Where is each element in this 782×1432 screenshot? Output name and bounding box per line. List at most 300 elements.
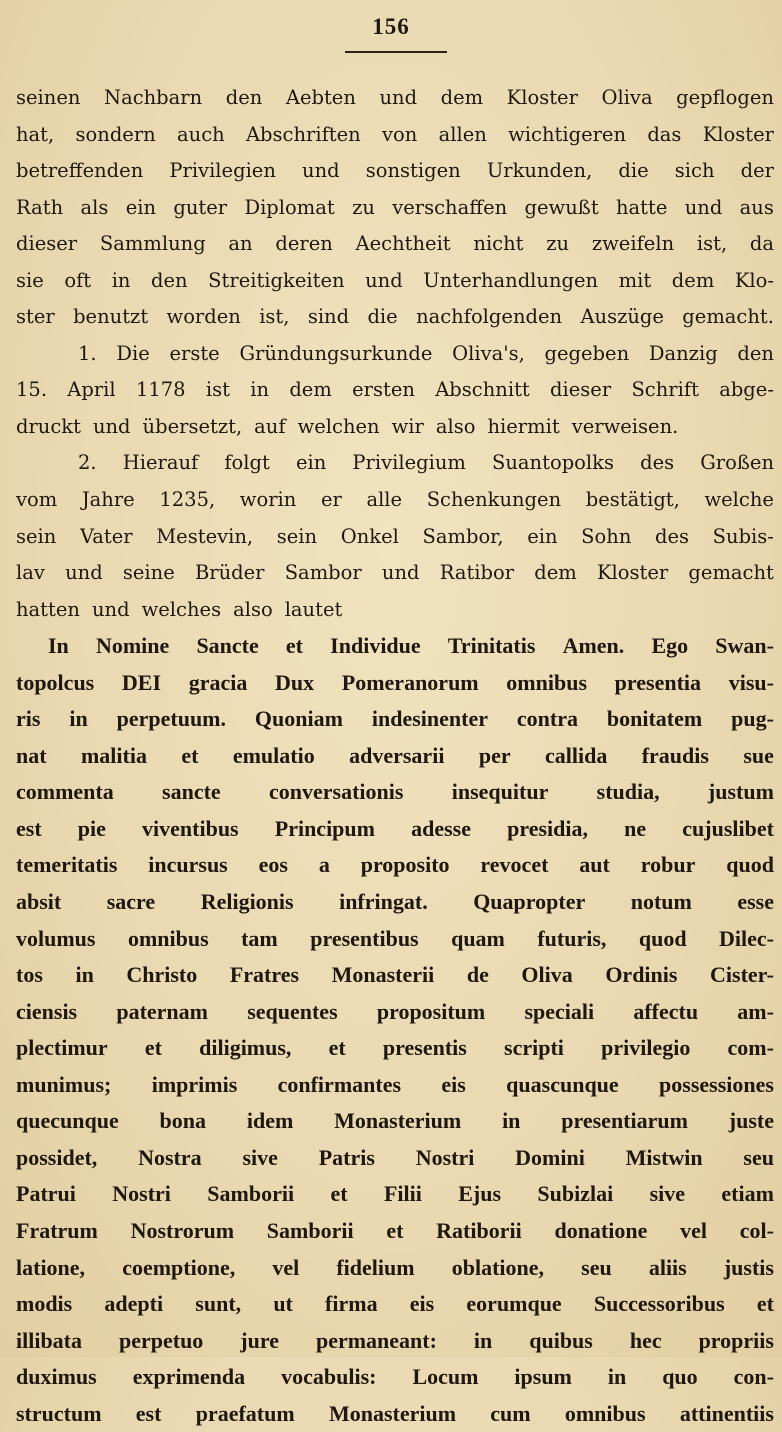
word: der [740, 159, 774, 183]
word: eis [409, 1291, 435, 1317]
word: topolcus [16, 669, 95, 695]
word: allen [438, 122, 487, 146]
word: malitia [80, 742, 147, 768]
word: aut [579, 852, 610, 878]
word: conversationis [269, 779, 404, 805]
word: Ratiborii [436, 1217, 522, 1243]
word: Mistwin [625, 1144, 703, 1170]
word: infringat. [339, 889, 428, 915]
word: presentis [382, 1035, 467, 1061]
word: sonstigen [365, 159, 461, 183]
text-line [16, 811, 774, 848]
word: sein [276, 524, 318, 548]
word: possidet, [16, 1144, 98, 1170]
word: seu [743, 1144, 774, 1170]
word: adesse [411, 815, 471, 841]
word: sive [242, 1144, 278, 1170]
word: zu [352, 195, 375, 219]
word: Nachbarn [104, 86, 203, 109]
word: Abschnitt [435, 378, 530, 402]
word: exprimenda [132, 1364, 246, 1390]
text-line [16, 153, 774, 190]
word: Sambor [284, 561, 362, 585]
word: wir [391, 414, 424, 438]
word: welche [704, 488, 774, 512]
word: als [80, 195, 109, 219]
word: bonitatem [606, 706, 703, 732]
word: quod [638, 925, 687, 951]
word: et [386, 1217, 404, 1243]
word: est [135, 1400, 162, 1426]
word: Locum [412, 1364, 479, 1390]
word: abge- [719, 378, 774, 402]
word: et [285, 633, 304, 659]
word: Dux [275, 669, 315, 695]
word: oblatione, [451, 1254, 545, 1280]
word: propositum [376, 998, 486, 1024]
text-line [16, 1140, 774, 1177]
word: vel [272, 1254, 300, 1280]
word: Swan- [715, 633, 774, 659]
word: verschaffen [392, 195, 508, 219]
word: possessiones [659, 1071, 774, 1097]
word: Nostri [415, 1144, 475, 1170]
word: gemacht. [682, 305, 774, 329]
word: Hierauf [122, 451, 199, 475]
word: bestätigt, [585, 488, 680, 512]
word: Subizlai [537, 1181, 614, 1207]
word: seinen [16, 86, 81, 109]
word: verweisen. [571, 414, 679, 438]
word: guter [173, 195, 228, 219]
word: Unterhandlungen [423, 268, 599, 292]
word: sequentes [247, 998, 338, 1024]
word: Quapropter [473, 889, 586, 915]
word: Aechtheit [355, 232, 451, 256]
word: aliis [648, 1254, 687, 1280]
word: Christo [126, 962, 198, 988]
word: studia, [596, 779, 660, 805]
word: erste [169, 341, 220, 365]
word: Oliva's, [452, 341, 525, 365]
word: presentiarum [561, 1108, 688, 1134]
word: structum [16, 1400, 102, 1426]
word: April [67, 378, 116, 402]
word: propriis [698, 1327, 774, 1353]
word: Vater [79, 524, 133, 548]
word: Principum [274, 815, 375, 841]
word: vocabulis: [281, 1364, 377, 1390]
word: Fratres [229, 962, 300, 988]
word: ciensis [16, 998, 78, 1024]
word: dem [440, 86, 484, 109]
word: diligimus, [199, 1035, 292, 1061]
word: pie [77, 815, 106, 841]
text-line [16, 117, 774, 154]
word: Oliva [601, 86, 653, 109]
word: commenta [16, 779, 114, 805]
word: Patris [318, 1144, 375, 1170]
word: in [473, 1327, 493, 1353]
word: Quoniam [254, 706, 343, 732]
word: coemptione, [122, 1254, 236, 1280]
word: revocet [480, 852, 549, 878]
text-line [16, 738, 774, 775]
word: ein [125, 195, 157, 219]
word: Brüder [194, 561, 265, 585]
word: Sambor, [422, 524, 504, 548]
word: cum [490, 1400, 531, 1426]
word: Domini [515, 1144, 585, 1170]
word: Trinitatis [447, 633, 536, 659]
word: auch [177, 122, 225, 146]
word: Suantopolks [492, 451, 614, 475]
word: et [181, 742, 199, 768]
word: justum [707, 779, 774, 805]
word: nachfolgenden [416, 305, 563, 329]
word: ein [295, 451, 327, 475]
word: die [367, 305, 398, 329]
word: sich [674, 159, 715, 183]
word: permaneant: [315, 1327, 437, 1353]
word: welchen [297, 414, 380, 438]
word: gegeben [544, 341, 630, 365]
word: bona [159, 1108, 207, 1134]
word: gemacht [688, 561, 774, 585]
word: quo [662, 1364, 698, 1390]
text-line [16, 1286, 774, 1323]
word: Ratibor [439, 561, 515, 585]
word: hatte [615, 195, 668, 219]
text-line [16, 1396, 774, 1432]
word: dem [289, 378, 332, 402]
word: duximus [16, 1364, 97, 1390]
word: volumus [16, 925, 96, 951]
word: absit [16, 889, 62, 915]
word: adepti [104, 1291, 164, 1317]
word: Privilegien [169, 159, 276, 183]
word: die [618, 159, 649, 183]
word: und [365, 268, 403, 292]
word: juste [728, 1108, 774, 1134]
word: Großen [700, 451, 774, 475]
text-line [16, 1213, 774, 1250]
text-line [16, 1250, 774, 1287]
word: attinentiis [679, 1400, 774, 1426]
word: sondern [75, 122, 156, 146]
word: temeritatis [16, 852, 118, 878]
word: Patrui [16, 1181, 76, 1207]
word: con- [733, 1364, 774, 1390]
word: insequitur [451, 779, 549, 805]
word: sie [16, 268, 44, 292]
word: benutzt [73, 305, 149, 329]
word: er [320, 488, 342, 512]
word: col- [739, 1217, 774, 1243]
word: in [250, 378, 270, 402]
word: seu [581, 1254, 612, 1280]
word: und [381, 561, 420, 585]
text-line [16, 336, 774, 373]
word: folgt [224, 451, 270, 475]
word: an [228, 232, 253, 256]
text-line [16, 592, 774, 629]
word: Fratrum [16, 1217, 98, 1243]
word: welches [141, 597, 222, 621]
word: und [91, 597, 130, 621]
word: In [48, 633, 69, 659]
word: übersetzt, [142, 414, 243, 438]
word: quibus [529, 1327, 593, 1353]
word: gewußt [524, 195, 599, 219]
word: Ejus [458, 1181, 501, 1207]
word: Religionis [200, 889, 294, 915]
word: et [330, 1181, 348, 1207]
word: de [466, 962, 489, 988]
word: Jahre [81, 488, 135, 512]
word: Sancte [196, 633, 259, 659]
word: sunt, [195, 1291, 242, 1317]
word: omnibus [564, 1400, 646, 1426]
word: contra [516, 706, 578, 732]
word: Streitigkeiten [208, 268, 345, 292]
word: perpetuum. [116, 706, 227, 732]
word: visu- [728, 669, 774, 695]
word: scripti [504, 1035, 564, 1061]
word: Dilec- [719, 925, 774, 951]
word: futuris, [537, 925, 607, 951]
word: zweifeln [591, 232, 675, 256]
text-line [16, 884, 774, 921]
text-line [16, 774, 774, 811]
word: mit [618, 268, 652, 292]
word: jure [240, 1327, 279, 1353]
word: des [640, 451, 675, 475]
word: Privilegium [352, 451, 466, 475]
word: eorumque [466, 1291, 562, 1317]
word: pug- [731, 706, 774, 732]
word: Ordinis [605, 962, 678, 988]
word: lav [16, 561, 45, 585]
text-line [16, 628, 774, 665]
text-line [16, 190, 774, 227]
word: a [318, 852, 330, 878]
word: nicht [473, 232, 524, 256]
text-line [16, 482, 774, 519]
word: oft [64, 268, 92, 292]
word: fidelium [336, 1254, 415, 1280]
word: ipsum [514, 1364, 572, 1390]
word: zu [546, 232, 570, 256]
word: aus [739, 195, 774, 219]
word: paternam [116, 998, 208, 1024]
word: Monasterium [328, 1400, 457, 1426]
word: seine [122, 561, 175, 585]
word: praefatum [195, 1400, 295, 1426]
word: Gründungsurkunde [239, 341, 433, 365]
word: callida [544, 742, 608, 768]
page-number: 156 [372, 14, 410, 39]
word: ersten [352, 378, 415, 402]
word: viventibus [142, 815, 239, 841]
word: 1. [78, 341, 97, 365]
word: presentibus [310, 925, 419, 951]
word: in [69, 706, 88, 732]
word: sancte [162, 779, 221, 805]
word: gracia [188, 669, 248, 695]
word: sein [16, 524, 57, 548]
word: est [16, 815, 42, 841]
word: Mestevin, [156, 524, 254, 548]
word: wichtigeren [508, 122, 627, 146]
word: in [75, 962, 94, 988]
word: omnibus [506, 669, 588, 695]
word: Urkunden, [486, 159, 593, 183]
text-line [16, 957, 774, 994]
text-line [16, 1030, 774, 1067]
word: druckt [16, 414, 81, 438]
word: sacre [106, 889, 156, 915]
word: gepflogen [676, 86, 774, 109]
word: firma [325, 1291, 378, 1317]
text-line [16, 80, 774, 117]
body-text [16, 80, 774, 1432]
text-line [16, 409, 774, 446]
word: hec [629, 1327, 662, 1353]
word: den [225, 86, 263, 109]
word: Monasterii [331, 962, 435, 988]
word: Kloster [506, 86, 578, 109]
text-line [16, 1176, 774, 1213]
word: das [647, 122, 682, 146]
word: justis [723, 1254, 774, 1280]
word: Sammlung [99, 232, 206, 256]
word: 1178 [135, 378, 186, 402]
word: 1235, [159, 488, 216, 512]
word: illibata [16, 1327, 83, 1353]
word: affectu [633, 998, 699, 1024]
word: Sohn [581, 524, 632, 548]
word: ist, [696, 232, 728, 256]
word: den [151, 268, 188, 292]
word: latione, [16, 1254, 86, 1280]
word: Nomine [95, 633, 170, 659]
word: sind [307, 305, 350, 329]
text-line [16, 445, 774, 482]
word: von [382, 122, 418, 146]
word: speciali [524, 998, 595, 1024]
word: eis [441, 1071, 466, 1097]
text-line [16, 555, 774, 592]
word: ein [527, 524, 558, 548]
word: privilegio [601, 1035, 691, 1061]
word: tam [241, 925, 278, 951]
word: den [737, 341, 774, 365]
text-line [16, 994, 774, 1031]
word: dem [671, 268, 715, 292]
word: alle [366, 488, 403, 512]
word: et [144, 1035, 162, 1061]
word: in [111, 268, 131, 292]
word: adversarii [349, 742, 445, 768]
word: und [684, 195, 723, 219]
word: presentia [614, 669, 702, 695]
word: Kloster [596, 561, 669, 585]
word: Monasterium [334, 1108, 462, 1134]
word: Onkel [340, 524, 399, 548]
text-line [16, 1359, 774, 1396]
word: Danzig [648, 341, 718, 365]
word: Subis- [712, 524, 774, 548]
word: ut [273, 1291, 293, 1317]
text-line [16, 847, 774, 884]
word: am- [737, 998, 774, 1024]
text-line [16, 1067, 774, 1104]
word: hatten [16, 597, 80, 621]
word: sue [743, 742, 774, 768]
word: et [328, 1035, 346, 1061]
text-line [16, 921, 774, 958]
word: ris [16, 706, 41, 732]
word: cujuslibet [682, 815, 774, 841]
word: lautet [284, 597, 343, 621]
word: und [92, 414, 131, 438]
word: etiam [721, 1181, 774, 1207]
word: quecunque [16, 1108, 119, 1134]
word: Die [116, 341, 150, 365]
word: Ego [651, 633, 689, 659]
word: tos [16, 962, 43, 988]
word: com- [727, 1035, 774, 1061]
text-line [16, 1103, 774, 1140]
page-number-rule [345, 51, 447, 53]
word: plectimur [16, 1035, 108, 1061]
word: presidia, [507, 815, 589, 841]
word: munimus; [16, 1071, 112, 1097]
word: DEI [121, 669, 162, 695]
word: indesinenter [371, 706, 488, 732]
word: und [302, 159, 340, 183]
word: dieser [16, 232, 78, 256]
word: hat, [16, 122, 55, 146]
word: da [749, 232, 774, 256]
word: sive [649, 1181, 686, 1207]
word: esse [737, 889, 774, 915]
word: Oliva [521, 962, 573, 988]
word: deren [275, 232, 333, 256]
word: omnibus [127, 925, 209, 951]
word: quod [726, 852, 774, 878]
word: nat [16, 742, 47, 768]
word: robur [640, 852, 696, 878]
word: also [435, 414, 476, 438]
word: betreffenden [16, 159, 144, 183]
text-line [16, 299, 774, 336]
text-line [16, 519, 774, 556]
word: des [655, 524, 690, 548]
word: Klo- [734, 268, 774, 292]
word: Pomeranorum [341, 669, 479, 695]
word: perpetuo [118, 1327, 204, 1353]
word: Successoribus [593, 1291, 725, 1317]
text-line [16, 701, 774, 738]
word: Auszüge [580, 305, 664, 329]
word: vel [680, 1217, 707, 1243]
word: Abschriften [245, 122, 361, 146]
word: et [756, 1291, 774, 1317]
word: Amen. [562, 633, 625, 659]
text-line [16, 226, 774, 263]
